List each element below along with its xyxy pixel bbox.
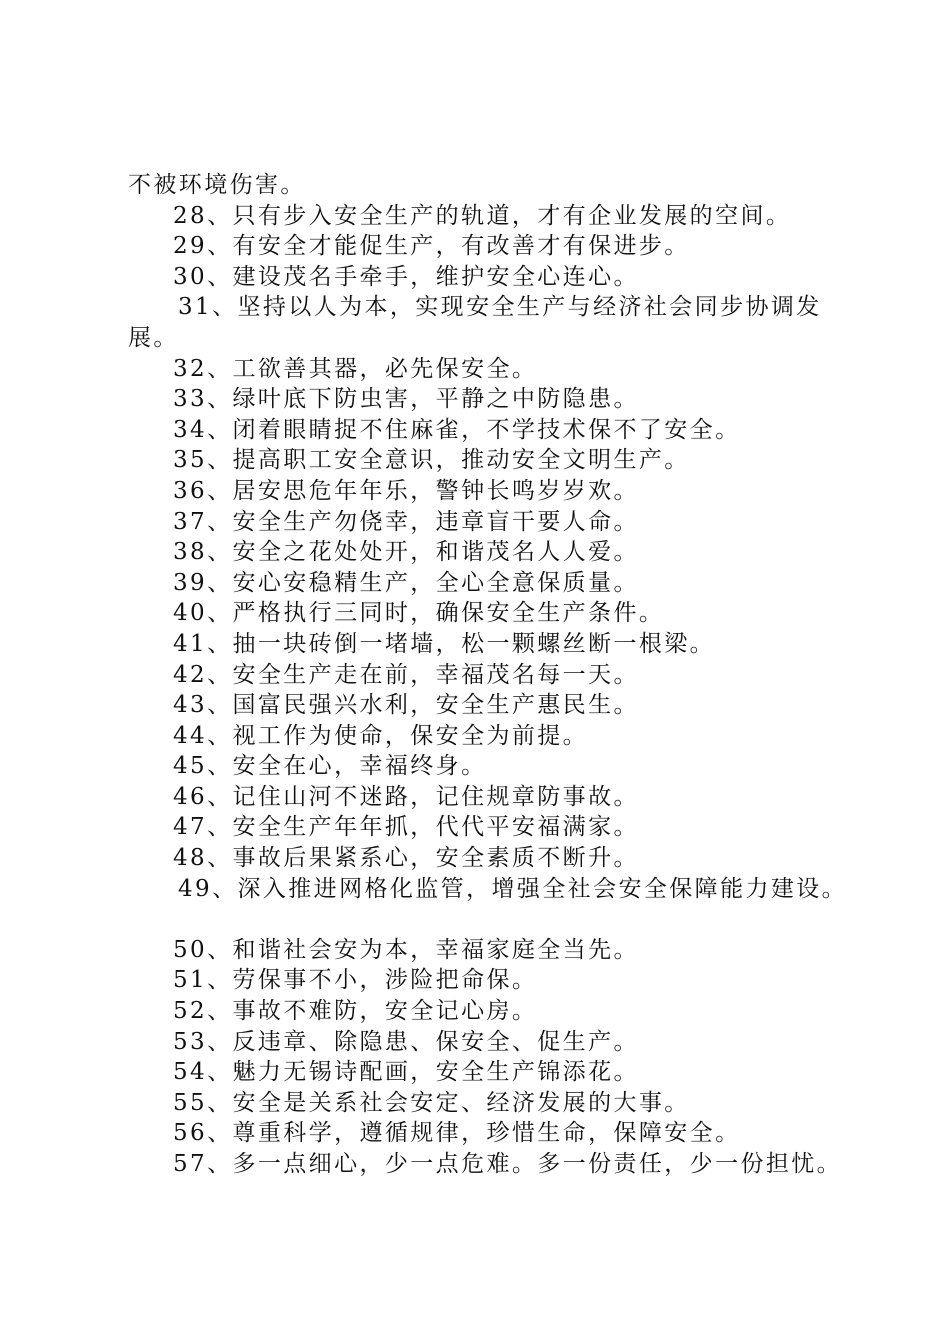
blank-line [128, 904, 888, 935]
slogan-item-47: 47、安全生产年年抓，代代平安福满家。 [173, 814, 639, 841]
slogan-item-52: 52、事故不难防，安全记心房。 [173, 998, 538, 1025]
slogan-item-39: 39、安心安稳精生产，全心全意保质量。 [173, 569, 639, 596]
slogan-item-32: 32、工欲善其器，必先保安全。 [173, 355, 538, 382]
text-line: 展。 [128, 324, 179, 351]
slogan-item-30: 30、建设茂名手牵手，维护安全心连心。 [173, 263, 639, 290]
text-line: 不被环境伤害。 [128, 172, 306, 198]
slogan-item-36: 36、居安思危年年乐，警钟长鸣岁岁欢。 [173, 477, 639, 504]
slogan-item-31: 31、坚持以人为本，实现安全生产与经济社会同步协调发 [178, 294, 822, 321]
slogan-item-46: 46、记住山河不迷路，记住规章防事故。 [173, 783, 639, 810]
slogan-item-44: 44、视工作为使命，保安全为前提。 [173, 722, 589, 749]
slogan-item-41: 41、抽一块砖倒一堵墙，松一颗螺丝断一根梁。 [173, 630, 716, 657]
slogan-item-48: 48、事故后果紧系心，安全素质不断升。 [173, 845, 639, 872]
slogan-item-54: 54、魅力无锡诗配画，安全生产锦添花。 [173, 1059, 639, 1086]
slogan-item-34: 34、闭着眼睛捉不住麻雀，不学技术保不了安全。 [173, 416, 741, 443]
slogan-item-43: 43、国富民强兴水利，安全生产惠民生。 [173, 692, 639, 719]
slogan-item-28: 28、只有步入安全生产的轨道，才有企业发展的空间。 [173, 202, 792, 229]
slogan-item-29: 29、有安全才能促生产，有改善才有保进步。 [173, 233, 690, 260]
slogan-item-56: 56、尊重科学，遵循规律，珍惜生命，保障安全。 [173, 1120, 741, 1147]
slogan-item-53: 53、反违章、除隐患、保安全、促生产。 [173, 1028, 639, 1055]
slogan-item-37: 37、安全生产勿侥幸，违章盲干要人命。 [173, 508, 639, 535]
slogan-item-55: 55、安全是关系社会安定、经济发展的大事。 [173, 1089, 690, 1116]
slogan-item-33: 33、绿叶底下防虫害，平静之中防隐患。 [173, 386, 639, 413]
slogan-item-38: 38、安全之花处处开，和谐茂名人人爱。 [173, 539, 639, 566]
slogan-item-51: 51、劳保事不小，涉险把命保。 [173, 967, 538, 994]
slogan-item-57: 57、多一点细心，少一点危难。多一份责任，少一份担忧。 [173, 1151, 843, 1177]
slogan-item-40: 40、严格执行三同时，确保安全生产条件。 [173, 600, 665, 627]
slogan-item-45: 45、安全在心，幸福终身。 [173, 753, 487, 780]
slogan-item-50: 50、和谐社会安为本，幸福家庭全当先。 [173, 936, 639, 963]
slogan-item-49: 49、深入推进网格化监管，增强全社会安全保障能力建设。 [178, 875, 848, 902]
slogan-item-35: 35、提高职工安全意识，推动安全文明生产。 [173, 447, 690, 474]
document-body [128, 170, 888, 1180]
slogan-item-42: 42、安全生产走在前，幸福茂名每一天。 [173, 661, 639, 688]
